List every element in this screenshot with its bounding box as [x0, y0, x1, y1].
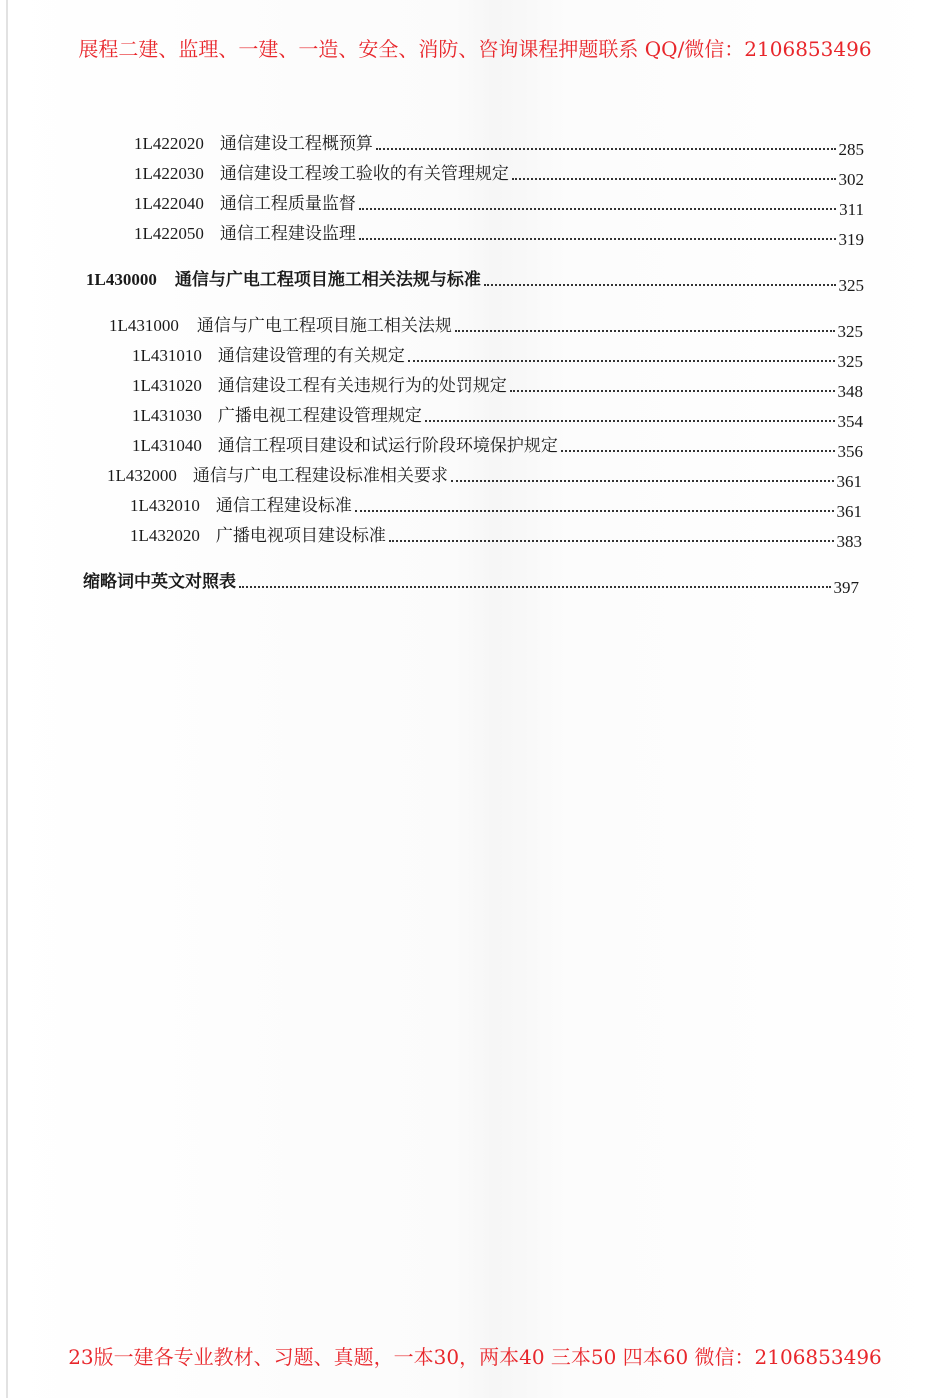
toc-entry-code: 1L422030	[134, 164, 204, 183]
toc-entry-code: 1L422020	[134, 134, 204, 153]
toc-entry[interactable]	[134, 130, 864, 159]
toc-entry-title: 通信与广电工程项目施工相关法规与标准	[174, 270, 481, 290]
toc-entry-page: 354	[837, 412, 863, 431]
toc-dot-leader	[408, 360, 835, 362]
toc-entry[interactable]	[130, 492, 862, 521]
toc-entry-page: 356	[837, 442, 863, 461]
toc-entry[interactable]	[132, 372, 863, 401]
toc-entry-title: 缩略词中英文对照表	[83, 572, 236, 592]
toc-entry-page: 361	[836, 502, 862, 521]
toc-dot-leader	[239, 586, 831, 588]
toc-entry-title: 通信建设工程概预算	[219, 134, 373, 154]
toc-entry[interactable]	[134, 160, 864, 189]
footer-banner: 23版一建各专业教材、习题、真题，一本30，两本40 三本50 四本60 微信：2106853496	[68, 1345, 882, 1369]
toc-entry-code: 1L431000	[109, 316, 179, 335]
toc-entry[interactable]	[134, 190, 864, 219]
toc-entry-page: 302	[838, 170, 864, 189]
toc-entry-section[interactable]	[109, 312, 863, 341]
header-banner: 展程二建、监理、一建、一造、安全、消防、咨询课程押题联系 QQ/微信：2106853496	[78, 37, 872, 61]
toc-entry-appendix[interactable]	[83, 568, 859, 597]
toc-entry-page: 348	[837, 382, 863, 401]
toc-dot-leader	[561, 450, 835, 452]
toc-entry[interactable]	[132, 402, 863, 431]
toc-entry-chapter[interactable]	[86, 266, 864, 295]
toc-entry[interactable]	[132, 342, 863, 371]
toc-entry-title: 通信与广电工程项目施工相关法规	[196, 316, 452, 336]
toc-entry[interactable]	[132, 432, 863, 461]
toc-entry-title: 广播电视工程建设管理规定	[217, 406, 422, 426]
toc-entry-page: 361	[836, 472, 862, 491]
toc-dot-leader	[359, 208, 836, 210]
toc-entry-code: 1L431010	[132, 346, 202, 365]
toc-entry-code: 1L432010	[130, 496, 200, 515]
toc-dot-leader	[455, 330, 835, 332]
scan-left-edge	[6, 0, 8, 1398]
toc-entry-title: 通信建设管理的有关规定	[217, 346, 405, 366]
toc-dot-leader	[451, 480, 834, 482]
toc-entry-code: 1L422050	[134, 224, 204, 243]
toc-dot-leader	[512, 178, 836, 180]
toc-entry-title: 通信建设工程有关违规行为的处罚规定	[217, 376, 507, 396]
toc-entry-page: 397	[833, 578, 859, 597]
toc-entry[interactable]	[130, 522, 862, 551]
toc-dot-leader	[355, 510, 834, 512]
toc-entry-code: 1L431020	[132, 376, 202, 395]
toc-dot-leader	[425, 420, 835, 422]
toc-entry-title: 通信工程建设监理	[219, 224, 356, 244]
toc-entry-page: 383	[836, 532, 862, 551]
toc-entry-title: 通信工程建设标准	[215, 496, 352, 516]
toc-entry-title: 通信与广电工程建设标准相关要求	[192, 466, 448, 486]
toc-dot-leader	[376, 148, 836, 150]
toc-entry-code: 1L430000	[86, 270, 157, 289]
toc-entry-page: 325	[837, 352, 863, 371]
toc-entry-section[interactable]	[107, 462, 862, 491]
toc-entry-code: 1L432000	[107, 466, 177, 485]
toc-entry-page: 311	[839, 200, 864, 219]
toc-entry-page: 319	[838, 230, 864, 249]
toc-entry-code: 1L431030	[132, 406, 202, 425]
toc-dot-leader	[510, 390, 835, 392]
toc-dot-leader	[484, 284, 836, 286]
toc-entry-title: 通信工程项目建设和试运行阶段环境保护规定	[217, 436, 558, 456]
toc-dot-leader	[359, 238, 836, 240]
toc-entry-code: 1L431040	[132, 436, 202, 455]
toc-entry-title: 广播电视项目建设标准	[215, 526, 386, 546]
toc-entry-code: 1L432020	[130, 526, 200, 545]
toc-entry-title: 通信建设工程竣工验收的有关管理规定	[219, 164, 509, 184]
toc-entry-title: 通信工程质量监督	[219, 194, 356, 214]
toc-dot-leader	[389, 540, 834, 542]
toc-entry[interactable]	[134, 220, 864, 249]
toc-entry-page: 325	[837, 322, 863, 341]
toc-entry-code: 1L422040	[134, 194, 204, 213]
toc-entry-page: 325	[838, 276, 864, 295]
toc-entry-page: 285	[838, 140, 864, 159]
